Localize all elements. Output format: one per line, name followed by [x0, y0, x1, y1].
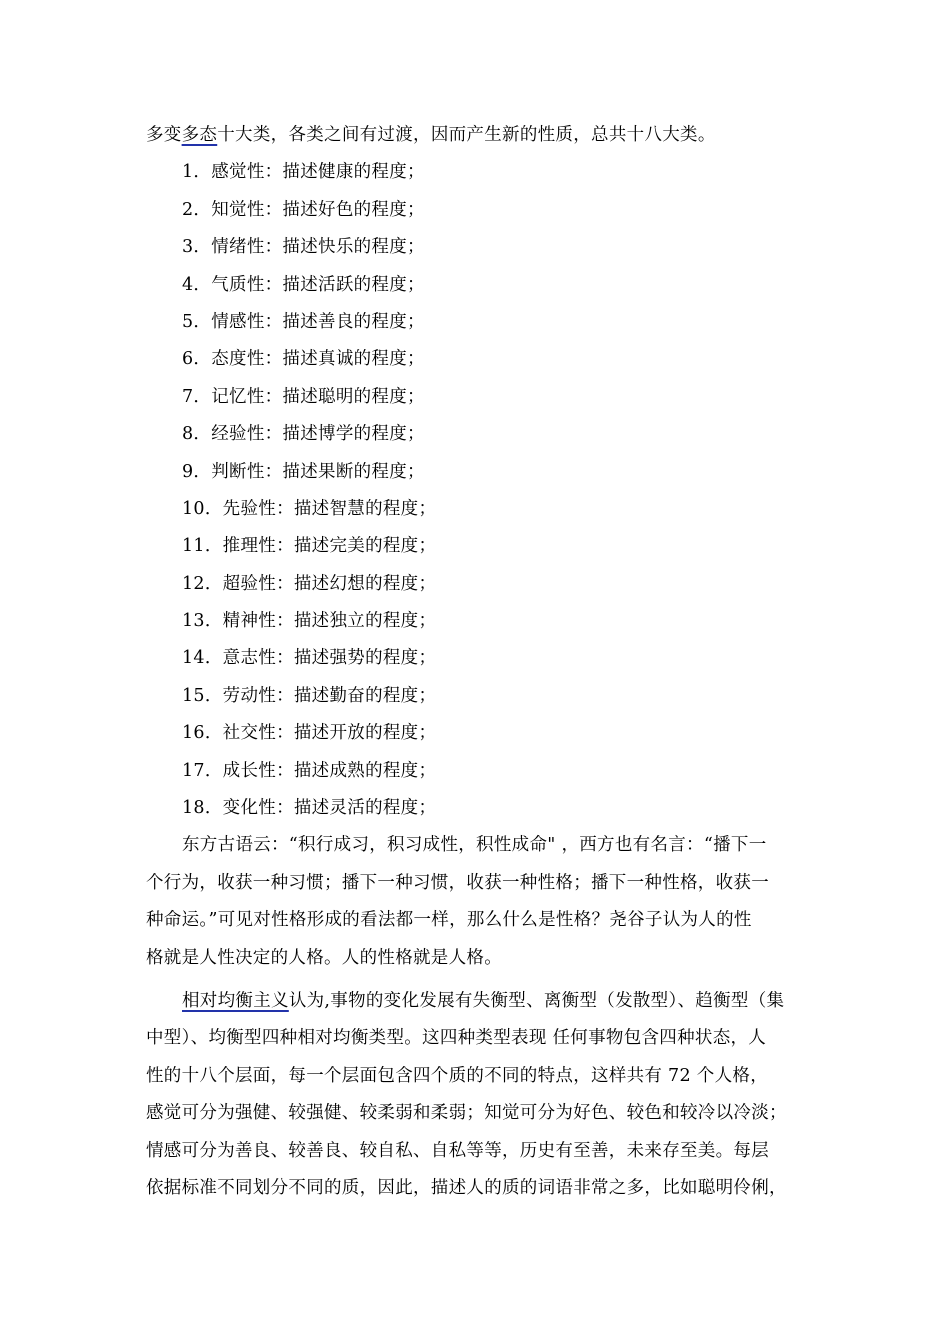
list-item: 3．情绪性：描述快乐的程度；	[182, 237, 425, 258]
list-item: 13．精神性：描述独立的程度；	[182, 611, 437, 632]
paragraph-1-line: 格就是人性决定的人格。人的性格就是人格。	[146, 947, 502, 968]
list-item: 1．感觉性：描述健康的程度；	[182, 162, 425, 183]
list-item: 14．意志性：描述强势的程度；	[182, 648, 437, 669]
list-item: 5．情感性：描述善良的程度；	[182, 311, 425, 332]
link-relative-balance[interactable]: 相对均衡主义	[182, 990, 289, 1011]
paragraph-1-line: 种命运。”可见对性格形成的看法都一样，那么什么是性格？尧谷子认为人的性	[146, 910, 752, 931]
link-duotai[interactable]: 多态	[181, 125, 218, 145]
document-body	[146, 117, 810, 1207]
list-item: 18．变化性：描述灵活的程度；	[182, 798, 437, 819]
paragraph-1-line: 个行为，收获一种习惯；播下一种习惯，收获一种性格；播下一种性格，收获一	[146, 872, 769, 893]
list-item: 7．记忆性：描述聪明的程度；	[182, 386, 425, 407]
list-item: 17．成长性：描述成熟的程度；	[182, 760, 437, 781]
list-item: 2．知觉性：描述好色的程度；	[182, 199, 425, 220]
list-item: 8．经验性：描述博学的程度；	[182, 424, 425, 445]
paragraph-2-line: 感觉可分为强健、较强健、较柔弱和柔弱；知觉可分为好色、较色和较冷以冷淡；	[146, 1103, 787, 1124]
paragraph-2-line: 依据标准不同划分不同的质，因此，描述人的质的词语非常之多，比如聪明伶俐，	[146, 1177, 787, 1198]
intro-text-before: 多变	[146, 125, 182, 145]
intro-text-after: 十大类，各类之间有过渡，因而产生新的性质，总共十八大类。	[217, 125, 716, 145]
paragraph-2-line: 中型）、均衡型四种相对均衡类型。这四种类型表现 任何事物包含四种状态，人	[146, 1028, 767, 1049]
paragraph-2-first-line	[146, 983, 810, 1020]
list-item: 9．判断性：描述果断的程度；	[182, 461, 425, 482]
paragraph-2-first-line-text: 认为,事物的变化发展有失衡型、离衡型（发散型）、趋衡型（集	[288, 990, 785, 1011]
paragraph-2-line: 性的十八个层面，每一个层面包含四个质的不同的特点，这样共有 72 个人格，	[146, 1065, 768, 1086]
list-item: 12．超验性：描述幻想的程度；	[182, 573, 437, 594]
list-item: 4．气质性：描述活跃的程度；	[182, 274, 425, 295]
paragraph-2-line: 情感可分为善良、较善良、较自私、自私等等，历史有至善，未来存至美。每层	[146, 1140, 769, 1161]
intro-line	[146, 117, 810, 154]
list-item: 15．劳动性：描述勤奋的程度；	[182, 685, 437, 706]
list-item: 11．推理性：描述完美的程度；	[182, 536, 437, 557]
list-item: 6．态度性：描述真诚的程度；	[182, 349, 425, 370]
paragraph-1-line: 东方古语云：“积行成习，积习成性，积性成命" ，西方也有名言：“播下一	[182, 835, 767, 856]
list-item: 10．先验性：描述智慧的程度；	[182, 498, 437, 519]
list-item: 16．社交性：描述开放的程度；	[182, 723, 437, 744]
